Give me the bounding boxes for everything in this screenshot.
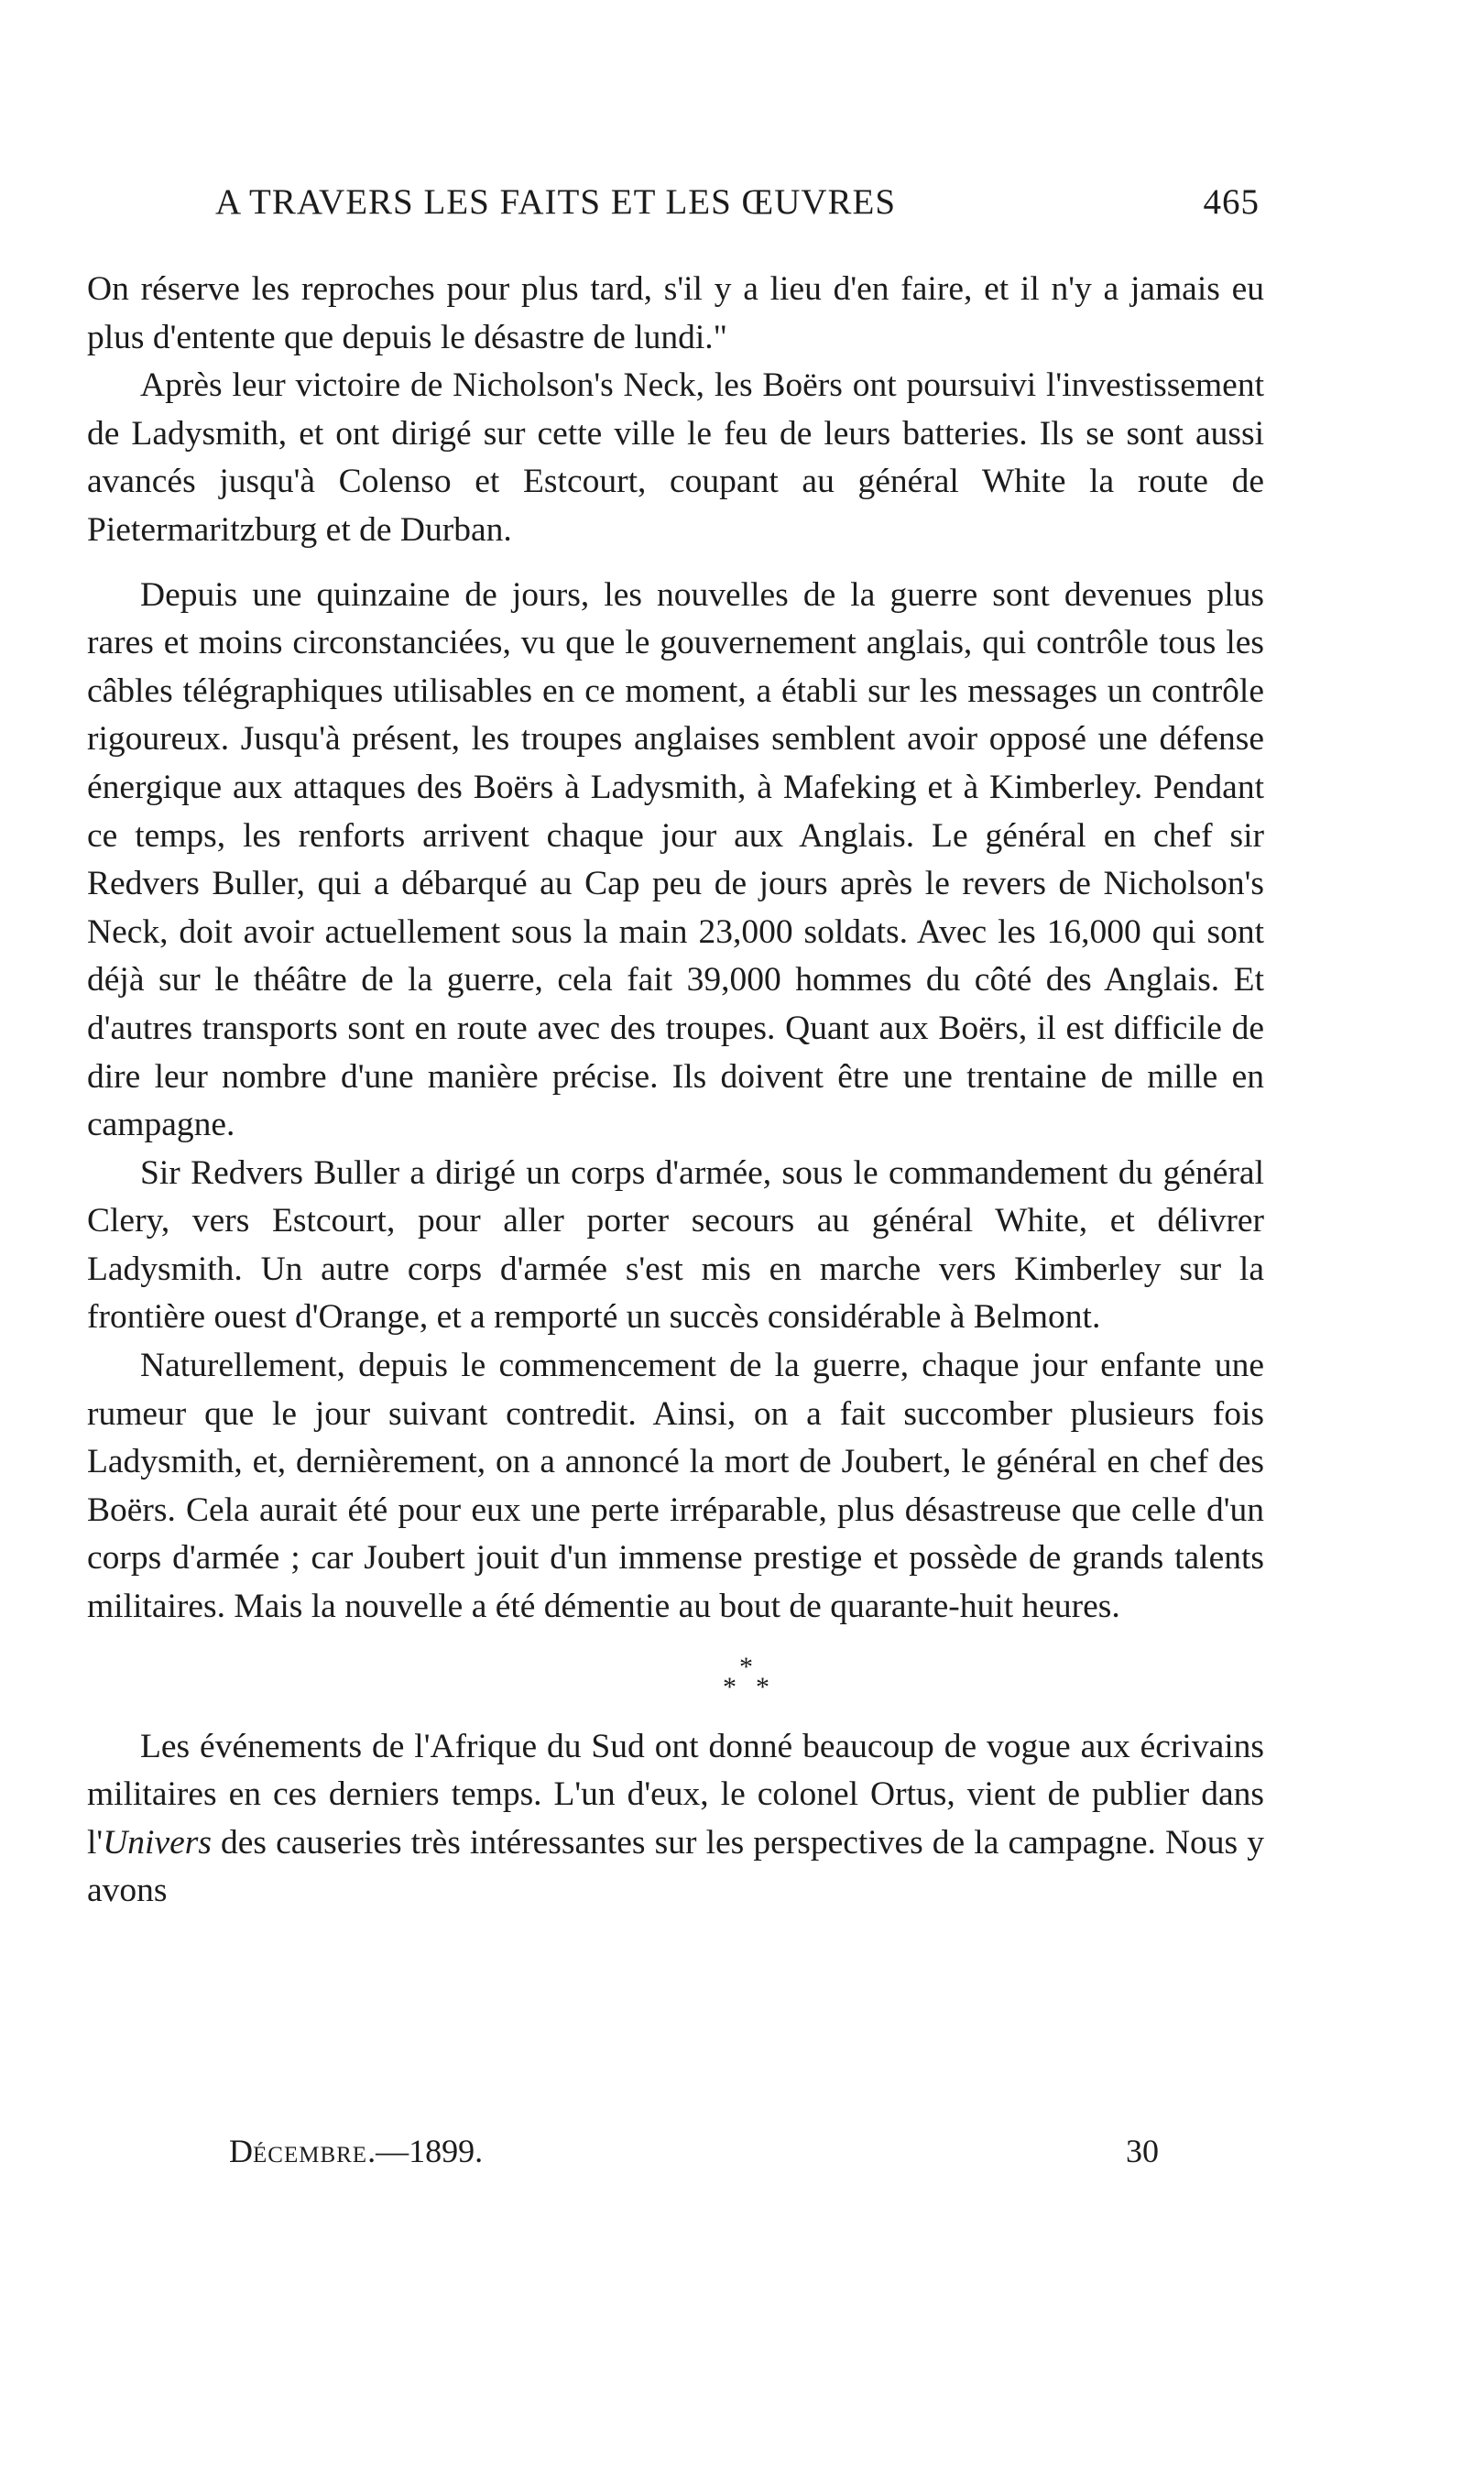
- page-number: 465: [1203, 182, 1260, 222]
- asterism-star-left: *: [723, 1671, 737, 1702]
- running-head-title: A TRAVERS LES FAITS ET LES ŒUVRES: [215, 182, 897, 222]
- signature-number: 30: [1126, 2133, 1159, 2169]
- issue-year: .—1899.: [367, 2133, 484, 2169]
- paragraph-4: Sir Redvers Buller a dirigé un corps d'armée, sous le commandement du général Clery, vers Estcourt, pour aller porter secours au général White, et délivrer Ladysmith. Un autre corps d'armée s'est mis en marche vers Kimberley sur la frontière ouest d'Orange, et a remporté un succès considérable à Belmont.: [87, 1153, 1264, 1337]
- paragraph-6-start: Les événements de l'Afrique du Sud ont donné beaucoup de vogue aux écrivains militaires en ces derniers temps. L'un d'eux, le colonel Ortus, vient de publier dans l': [87, 1727, 1264, 1862]
- issue-month-rest: écembre: [253, 2133, 368, 2169]
- section-separator: [87, 1632, 1264, 1723]
- paragraph-6-end: des causeries très intéressantes sur les perspectives de la campagne. Nous y avons: [87, 1823, 1264, 1910]
- issue-date: [229, 2132, 483, 2170]
- paragraph-2: Après leur victoire de Nicholson's Neck, les Boërs ont poursuivi l'investissement de Ladysmith, et ont dirigé sur cette ville le feu de leurs batteries. Ils se sont aussi avancés jusqu'à Colenso et Estcourt, coupant au général White la route de Pietermaritzburg et de Durban.: [87, 366, 1264, 549]
- page-footer: [229, 2132, 1159, 2178]
- paragraph-1: On réserve les reproches pour plus tard, s'il y a lieu d'en faire, et il n'y a jamais eu plus d'entente que depuis le désastre de lundi.": [87, 270, 1264, 356]
- paragraph-6: [87, 1723, 1264, 1916]
- running-head: [188, 181, 1260, 236]
- journal-title-univers: Univers: [103, 1823, 212, 1862]
- issue-month-initial: D: [229, 2133, 253, 2169]
- paragraph-5: Naturellement, depuis le commencement de la guerre, chaque jour enfante une rumeur que le jour suivant contredit. Ainsi, on a fait succomber plusieurs fois Ladysmith, et, dernièrement, on a annoncé la mort de Joubert, le général en chef des Boërs. Cela aurait été pour eux une perte irréparable, plus désastreuse que celle d'un corps d'armée ; car Joubert jouit d'un immense prestige et possède de grands talents militaires. Mais la nouvelle a été démentie au bout de quarante-huit heures.: [87, 1347, 1264, 1626]
- paragraph-3: Depuis une quinzaine de jours, les nouvelles de la guerre sont devenues plus rares et moins circonstanciées, vu que le gouvernement anglais, qui contrôle tous les câbles télégraphiques utilisables en ce moment, a établi sur les messages un contrôle rigoureux. Jusqu'à présent, les troupes anglaises semblent avoir opposé une défense énergique aux attaques des Boërs à Ladysmith, à Mafeking et à Kimberley. Pendant ce temps, les renforts arrivent chaque jour aux Anglais. Le général en chef sir Redvers Buller, qui a débarqué au Cap peu de jours après le revers de Nicholson's Neck, doit avoir actuellement sous la main 23,000 soldats. Avec les 16,000 qui sont déjà sur le théâtre de la guerre, cela fait 39,000 hommes du côté des Anglais. Et d'autres transports sont en route avec des troupes. Quant aux Boërs, il est difficile de dire leur nombre d'une manière précise. Ils doivent être une trentaine de mille en campagne.: [87, 575, 1264, 1144]
- asterism-star-right: *: [756, 1671, 769, 1702]
- body-text: [87, 266, 1264, 1916]
- asterism-ornament: [719, 1651, 774, 1709]
- asterism-star-top: *: [739, 1651, 753, 1682]
